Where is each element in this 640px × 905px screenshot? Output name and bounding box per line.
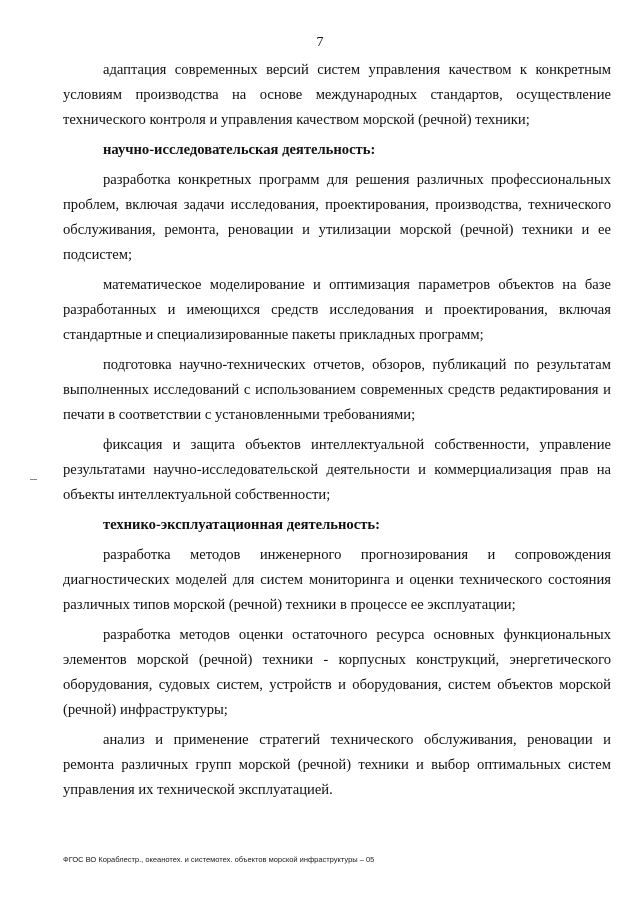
paragraph-forecasting-methods: разработка методов инженерного прогнозирования и сопровождения диагностических моделей для систем мониторинга и оценки технического состояния различных типов морской (речной) техники в процессе ее эксплуатации; xyxy=(63,547,611,613)
paragraph-quality-adaptation: адаптация современных версий систем управления качеством к конкретным условиям производства на основе международных стандартов, осуществление технического контроля и управления качеством морской (речной) техники; xyxy=(63,62,611,128)
paragraph-intellectual-property: фиксация и защита объектов интеллектуальной собственности, управление результатами научно-исследовательской деятельности и коммерциализация прав на объекты интеллектуальной собственности; xyxy=(63,437,611,503)
paragraph-reports-preparation: подготовка научно-технических отчетов, обзоров, публикаций по результатам выполненных исследований с использованием современных средств редактирования и печати в соответствии с установленными требованиями; xyxy=(63,357,611,423)
paragraph-math-modeling: математическое моделирование и оптимизация параметров объектов на базе разработанных и имеющихся средств исследования и проектирования, включая стандартные и специализированные пакеты прикладных программ; xyxy=(63,277,611,343)
body-text xyxy=(63,58,611,808)
paragraph-program-development: разработка конкретных программ для решения различных профессиональных проблем, включая задачи исследования, проектирования, производства, технического обслуживания, ремонта, реновации и утилизации морской (речной) техники и ее подсистем; xyxy=(63,172,611,263)
paragraph-residual-resource: разработка методов оценки остаточного ресурса основных функциональных элементов морской (речной) техники - корпусных конструкций, энергетического оборудования, судовых систем, устройств и оборудования, систем объектов морской (речной) инфраструктуры; xyxy=(63,627,611,718)
heading-research-activity: научно-исследовательская деятельность: xyxy=(103,142,376,158)
footer-note: ФГОС ВО Кораблестр., океанотех. и системотех. объектов морской инфраструктуры – 05 xyxy=(63,855,375,864)
paragraph-maintenance-strategies: анализ и применение стратегий технического обслуживания, реновации и ремонта различных групп морской (речной) техники и выбор оптимальных систем управления их технической эксплуатацией. xyxy=(63,732,611,798)
margin-mark xyxy=(30,479,37,480)
page-number: 7 xyxy=(316,35,324,50)
heading-technical-operation-activity: технико-эксплуатационная деятельность: xyxy=(103,517,380,533)
